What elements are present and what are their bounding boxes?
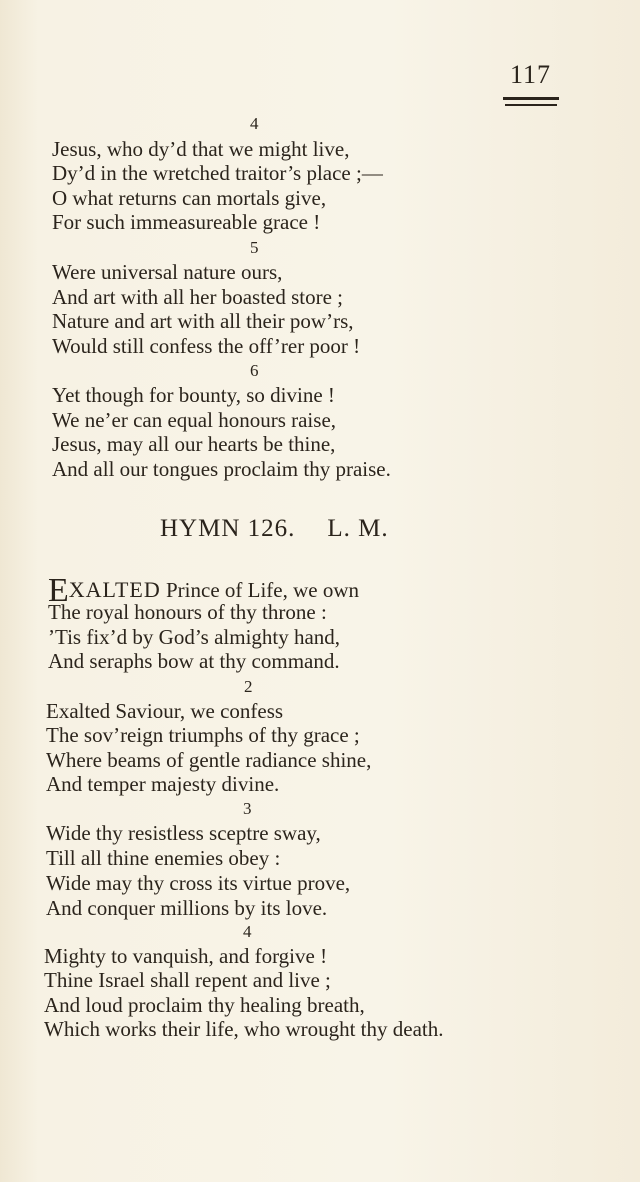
- verse-number: 4: [243, 922, 252, 941]
- verse-number: 5: [250, 238, 259, 257]
- hymn-line: Till all thine enemies obey :: [46, 846, 281, 870]
- hymn-line: ’Tis fix’d by God’s almighty hand,: [48, 625, 341, 649]
- first-line-rest: Prince of Life, we own: [160, 578, 360, 602]
- hymn-line: Wide may thy cross its virtue prove,: [46, 871, 351, 895]
- hymn-line: Thine Israel shall repent and live ;: [44, 968, 331, 992]
- hymn-title: HYMN 126.: [160, 515, 296, 542]
- hymn-line: The sov’reign triumphs of thy grace ;: [46, 723, 360, 747]
- hymn-line: And conquer millions by its love.: [46, 896, 328, 920]
- hymn-heading: [160, 515, 389, 543]
- hymn-line: Exalted Saviour, we confess: [46, 699, 284, 723]
- hymn-line: Nature and art with all their pow’rs,: [52, 309, 354, 333]
- verse-number: 2: [244, 677, 253, 696]
- hymn-line: Jesus, may all our hearts be thine,: [52, 432, 336, 456]
- verse-number: 4: [250, 114, 259, 133]
- hymn-line: Were universal nature ours,: [52, 260, 283, 284]
- hymn-line: And art with all her boasted store ;: [52, 285, 344, 309]
- hymn-line: For such immeasureable grace !: [52, 210, 321, 234]
- hymn-line: The royal honours of thy throne :: [48, 600, 327, 624]
- hymn-line: Would still confess the off’rer poor !: [52, 334, 361, 358]
- hymn-meter: L. M.: [327, 515, 389, 542]
- verse-number: 6: [250, 361, 259, 380]
- page-number: 117: [510, 60, 552, 89]
- drop-cap: E: [48, 572, 69, 609]
- header-rule: [503, 97, 559, 100]
- header-rule: [505, 104, 557, 106]
- hymn-line: O what returns can mortals give,: [52, 186, 327, 210]
- hymn-line: Mighty to vanquish, and forgive !: [44, 944, 328, 968]
- hymn-line: Where beams of gentle radiance shine,: [46, 748, 372, 772]
- hymn-line: We ne’er can equal honours raise,: [52, 408, 337, 432]
- hymn-line: And all our tongues proclaim thy praise.: [52, 457, 391, 481]
- hymn-line: And seraphs bow at thy command.: [48, 649, 340, 673]
- verse-number: 3: [243, 799, 252, 818]
- hymn-line: And temper majesty divine.: [46, 772, 280, 796]
- hymn-line: Wide thy resistless sceptre sway,: [46, 821, 321, 845]
- hymn-line: And loud proclaim thy healing breath,: [44, 993, 365, 1017]
- hymn-line: Which works their life, who wrought thy death.: [44, 1017, 444, 1041]
- hymn-line: Yet though for bounty, so divine !: [52, 383, 335, 407]
- hymn-line: Jesus, who dy’d that we might live,: [52, 137, 350, 161]
- first-word-caps: XALTED: [68, 577, 161, 602]
- hymn-line: Dy’d in the wretched traitor’s place ;—: [52, 161, 383, 185]
